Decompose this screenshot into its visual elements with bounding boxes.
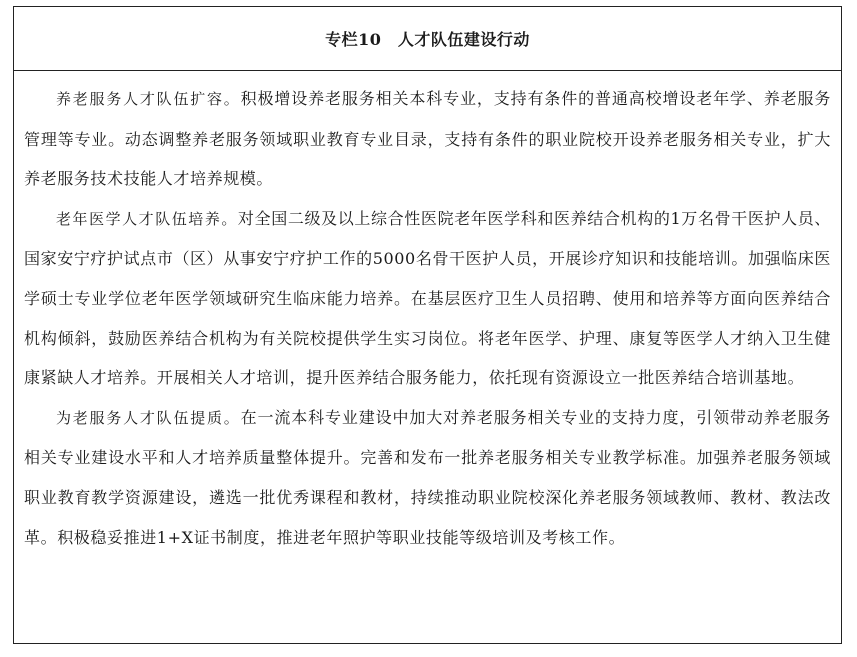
column-title: 专栏10 人才队伍建设行动	[325, 30, 530, 49]
section-paragraph-geriatric-medicine	[24, 199, 831, 398]
column-header	[14, 7, 841, 71]
section-paragraph-elderly-care-staff	[24, 79, 831, 199]
section-paragraph-quality-improvement	[24, 398, 831, 557]
column-body	[14, 71, 841, 557]
section-lead: 为老服务人才队伍提质。	[56, 408, 241, 427]
section-lead: 养老服务人才队伍扩容。	[56, 90, 241, 108]
section-lead: 老年医学人才队伍培养。	[56, 209, 238, 228]
column-box	[13, 6, 842, 644]
section-body: 在一流本科专业建设中加大对养老服务相关专业的支持力度，引领带动养老服务相关专业建设水平和人才培养质量整体提升。完善和发布一批养老服务相关专业教学标准。加强养老服务领域职业教育教学资源建设，遴选一批优秀课程和教材，持续推动职业院校深化养老服务领域教师、教材、教法改革。积极稳妥推进1+X证书制度，推进老年照护等职业技能等级培训及考核工作。	[24, 407, 831, 547]
section-body: 积极增设养老服务相关本科专业，支持有条件的普通高校增设老年学、养老服务管理等专业。动态调整养老服务领域职业教育专业目录，支持有条件的职业院校开设养老服务相关专业，扩大养老服务技术技能人才培养规模。	[24, 89, 831, 189]
section-body: 对全国二级及以上综合性医院老年医学科和医养结合机构的1万名骨干医护人员、国家安宁疗护试点市（区）从事安宁疗护工作的5000名骨干医护人员，开展诊疗知识和技能培训。加强临床医学硕士专业学位老年医学领域研究生临床能力培养。在基层医疗卫生人员招聘、使用和培养等方面向医养结合机构倾斜，鼓励医养结合机构为有关院校提供学生实习岗位。将老年医学、护理、康复等医学人才纳入卫生健康紧缺人才培养。开展相关人才培训，提升医养结合服务能力，依托现有资源设立一批医养结合培训基地。	[24, 208, 831, 388]
